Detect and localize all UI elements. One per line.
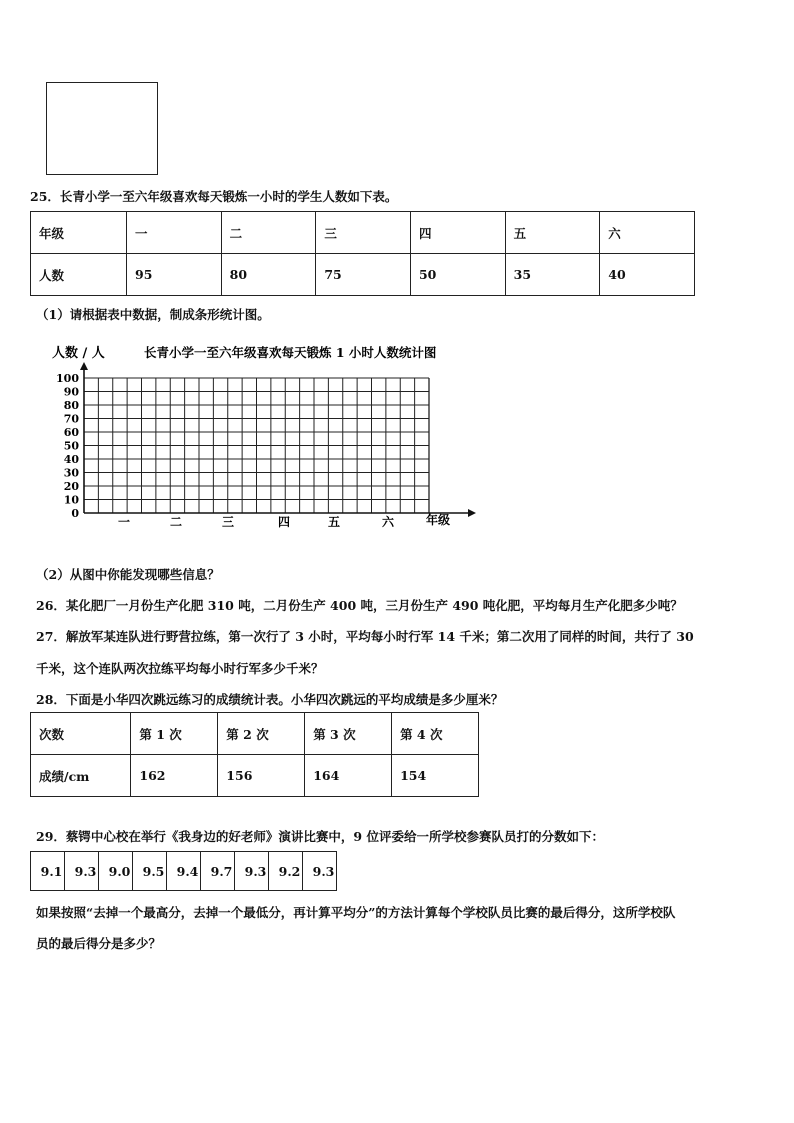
table-cell: 95 [127,254,222,296]
empty-drawing-box [46,82,158,175]
table-cell: 五 [505,212,600,254]
x-axis-arrow [468,509,476,517]
table-cell: 第 3 次 [305,713,392,755]
x-tick-label: 一 [117,515,131,529]
y-tick-label: 60 [63,426,79,439]
chart-xlabel: 年级 [426,513,451,527]
table-cell: 154 [392,755,479,797]
table-cell: 成绩/cm [31,755,131,797]
chart-title: 长青小学一至六年级喜欢每天锻炼 1 小时人数统计图 [144,345,437,360]
table-cell: 四 [410,212,505,254]
question-27-line1: 27．解放军某连队进行野营拉练，第一次行了 3 小时，平均每小时行军 14 千米；第二次用了同样的时间，共行了 30 [36,629,694,644]
question-28-text: 28．下面是小华四次跳远练习的成绩统计表。小华四次跳远的平均成绩是多少厘米？ [36,692,504,707]
x-tick-label: 二 [169,515,183,529]
question-25-sub1: （1）请根据表中数据，制成条形统计图。 [36,307,270,322]
y-tick-label: 10 [63,493,79,507]
question-25-sub2: （2）从图中你能发现哪些信息？ [36,567,220,582]
x-tick-label: 六 [381,515,395,529]
long-jump-table [30,712,479,797]
y-tick-label: 0 [71,507,79,520]
score-cell: 9.4 [167,852,201,891]
table-cell: 二 [221,212,316,254]
table-cell: 40 [600,254,695,296]
score-cell: 9.7 [201,852,235,891]
table-cell: 80 [221,254,316,296]
table-row [31,755,479,797]
chart-ytick-labels [56,372,79,520]
score-cell: 9.1 [31,852,65,891]
table-cell: 次数 [31,713,131,755]
x-tick-label: 四 [277,515,291,529]
x-tick-label: 五 [327,515,341,529]
score-cell: 9.2 [269,852,303,891]
bar-chart-grid [0,335,794,535]
question-27-line2: 千米，这个连队两次拉练平均每小时行军多少千米？ [36,661,324,676]
row-header-grade: 年级 [31,212,127,254]
score-cell: 9.3 [65,852,99,891]
y-tick-label: 90 [63,385,79,399]
y-tick-label: 30 [63,466,79,480]
table-row [31,852,337,891]
y-tick-label: 40 [63,453,79,466]
question-29-line1: 如果按照“去掉一个最高分，去掉一个最低分，再计算平均分”的方法计算每个学校队员比赛的最后得分，这所学校队 [36,905,676,920]
table-row [31,713,479,755]
y-axis-arrow [80,362,88,370]
table-cell: 156 [218,755,305,797]
chart-xtick-labels [118,514,395,529]
question-25-text: 25．长青小学一至六年级喜欢每天锻炼一小时的学生人数如下表。 [30,189,398,204]
score-cell: 9.3 [235,852,269,891]
judge-scores-table [30,851,337,891]
score-cell: 9.5 [133,852,167,891]
table-cell: 第 4 次 [392,713,479,755]
score-cell: 9.0 [99,852,133,891]
question-29-text: 29．蔡锷中心校在举行《我身边的好老师》演讲比赛中，9 位评委给一所学校参赛队员打的分数如下： [36,829,604,844]
table-row [31,212,695,254]
table-cell: 第 1 次 [131,713,218,755]
table-cell: 75 [316,254,411,296]
table-cell: 三 [316,212,411,254]
y-tick-label: 50 [63,439,79,453]
table-cell: 一 [127,212,222,254]
table-cell: 35 [505,254,600,296]
y-tick-label: 70 [63,412,79,426]
table-cell: 第 2 次 [218,713,305,755]
question-26-text: 26．某化肥厂一月份生产化肥 310 吨，二月份生产 400 吨，三月份生产 490 吨化肥，平均每月生产化肥多少吨？ [36,598,683,613]
table-row [31,254,695,296]
table-cell: 162 [131,755,218,797]
grade-count-table [30,211,695,296]
y-tick-label: 20 [63,480,79,493]
question-29-line2: 员的最后得分是多少？ [36,936,162,951]
score-cell: 9.3 [303,852,337,891]
chart-grid-lines [84,378,429,513]
x-tick-label: 三 [221,515,235,529]
table-cell: 50 [410,254,505,296]
table-cell: 六 [600,212,695,254]
y-tick-label: 80 [63,399,79,412]
chart-ylabel: 人数 / 人 [52,346,105,361]
table-cell: 164 [305,755,392,797]
row-header-count: 人数 [31,254,127,296]
y-tick-label: 100 [56,372,79,385]
